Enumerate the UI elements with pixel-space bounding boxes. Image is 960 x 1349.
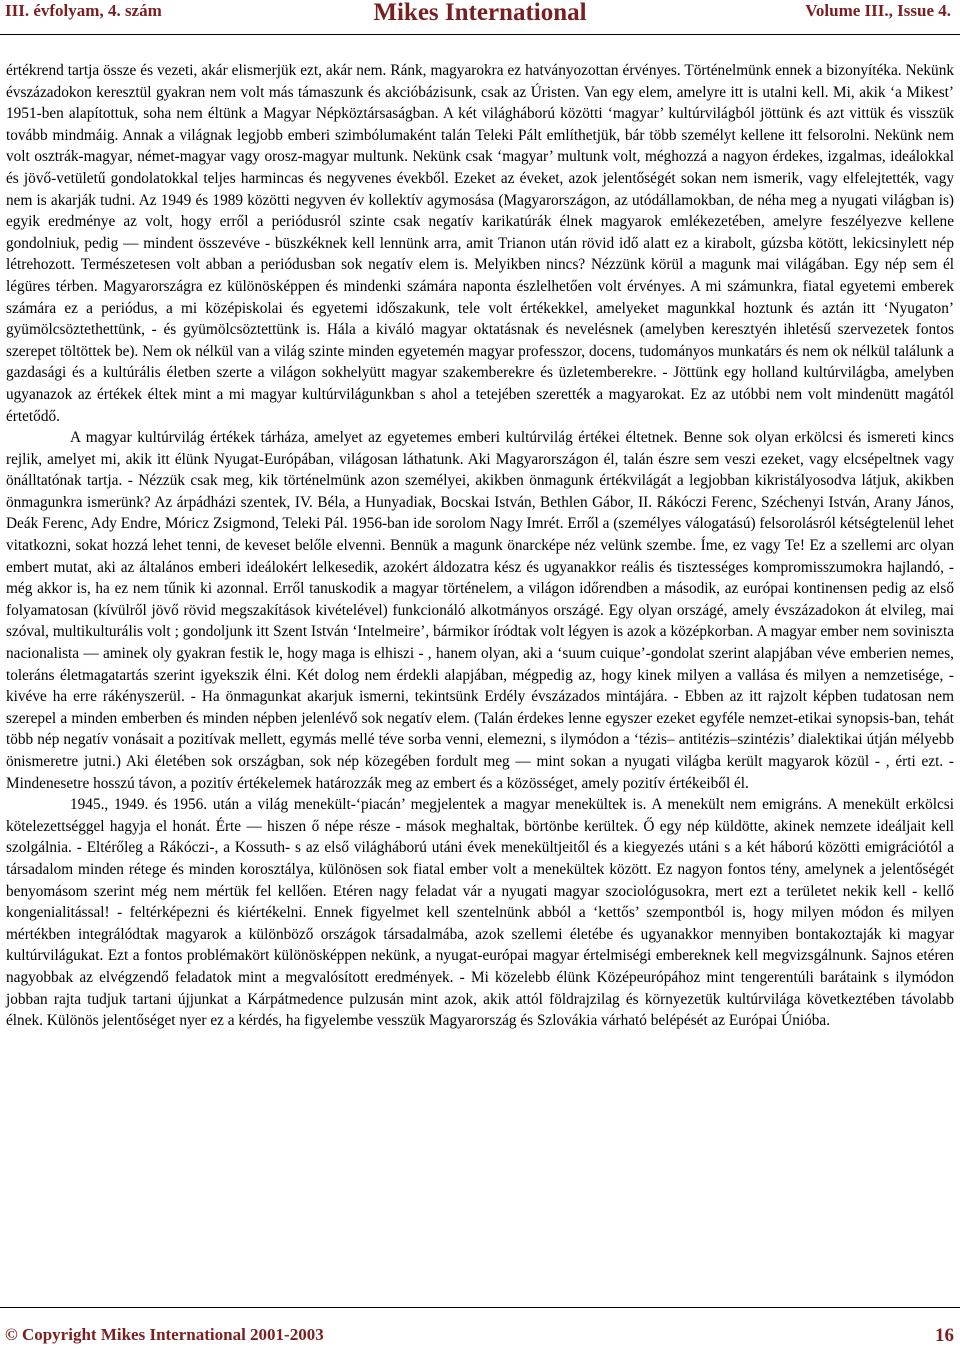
page-number: 16 (935, 1325, 954, 1346)
paragraph: A magyar kultúrvilág értékek tárháza, amelyet az egyetemes emberi kultúrvilág értékei éltetnek. Benne sok olyan erkölcsi és ismereti kincs rejlik, amelyet mi, akik itt élünk Nyugat-Európában, világosan láthatunk. Aki Magyarországon él, talán észre sem veszi ezeket, vagy elcsépeltnek vagy önálltatónak tartja. - Nézzük csak meg, kik történelmünk azon személyei, akikben önmagunk értékvilágát a legjobban kikristályosodva látjuk, akikben önmagunkra ismerünk? Az árpádházi szentek, IV. Béla, a Hunyadiak, Bocskai István, Bethlen Gábor, II. Rákóczi Ferenc, Széchenyi István, Arany János, Deák Ferenc, Ady Endre, Móricz Zsigmond, Teleki Pál. 1956-ban ide sorolom Nagy Imrét. Erről a (személyes válogatású) felsorolásról kétségtelenül lehet vitatkozni, sokat hozzá lehet tenni, de keveset belőle elvenni. Bennük a magunk önarcképe néz velünk szembe. Íme, ez vagy Te! Ez a szellemi arc olyan embert mutat, aki az általános emberi ideálokért lelkesedik, azokért áldozatra kész és ugyanakkor reális és tisztességes kompromisszumokra hajlandó, - még akkor is, ha ez nem tűnik ki azonnal. Erről tanuskodik a magyar történelem, a világon időrendben a második, az európai kontinensen pedig az első folyamatosan (kívülről jövő rövid megszakítások kivételével) funkcionáló alkotmányos országé. Egy olyan országé, amely évszázadokon át elvileg, mai szóval, multikulturális volt ; gondoljunk itt Szent István ‘Intelmeire’, bármikor íródtak volt légyen is azok a középkorban. A magyar ember nem soviniszta nacionalista — aminek oly gyakran festik le, hogy maga is elhiszi - , hanem olyan, aki a ‘suum cuique’-gondolat szerint alapjában véve emberien nemes, toleráns életmagatartás szerint igyekszik élni. Két dolog nem érdekli alapjában, mégpedig az, hogy kinek milyen a vallása és milyen a nemzetisége, - kivéve ha erre rákényszerül. - Ha önmagunkat akarjuk ismerni, tekintsünk Erdély évszázados mintájára. - Ebben az itt rajzolt képben tudatosan nem szerepel a minden emberben és minden népben jelenlévő sok negatív elem. (Talán érdekes lenne egyszer ezeket egyféle nemzet-etikai synopsis-ban, tehát több nép negatív vonásait a pozitívak mellett, egymás mellé téve sorba venni, elemezni, s ilymódon a ‘tézis– antitézis–szintézis’ dialektikai útján mélyebb önismeretre jutni.) Aki életében sok országban, sok nép közegében fordult meg — mint sokan a nyugati világba került magyarok közül - , érti ezt. - Mindenesetre hosszú távon, a pozitív értékelemek határozzák meg az embert és a közösséget, amely pozitív értékeiből él. (6, 429, 954, 792)
article-body (6, 60, 954, 1032)
volume-issue-hu: III. évfolyam, 4. szám (5, 1, 162, 20)
paragraph: 1945., 1949. és 1956. után a világ menekült-‘piacán’ megjelentek a magyar menekültek is. A menekült nem emigráns. A menekült erkölcsi kötelezettséggel hagyja el honát. Érte — hiszen ő népe része - mások meghaltak, börtönbe kerültek. Ő egy nép küldötte, akinek nemzete ideáljait kell szolgálnia. - Eltérőleg a Rákóczi-, a Kossuth- s az első világháború utáni évek menekültjeitől és a kiegyezés utáni s a két háború közötti emigrációtól a társadalom minden rétege és minden korosztálya, különösen sok fiatal ember volt a menekültek között. Ez nagyon fontos tény, amelynek a jelentőségét benyomásom szerint még nem mértük fel kellően. Etéren nagy feladat vár a nyugati magyar szociológusokra, mert ezt a területet nekik kell - kellő kongenialitással! - feltérképezni és kiértékelni. Ennek figyelmet kell szentelnünk abból a ‘kettős’ szempontból is, hogy milyen módon és milyen mértékben integrálódtak magyarok a különböző országok társadalmába, azok szellemi életébe és ugyanakkor mennyiben bontakoztaják ki magyar kultúrvilágukat. Ezt a fontos problémakört különösképpen nekünk, a nyugat-európai magyar értelmiségi embereknek kell megvizsgálnunk. Sajnos etéren nagyobbak az elvégzendő feladatok mint a megvalósított eredmények. - Mi közelebb élünk Középeurópához mint tengerentúli barátaink s ilymódon jobban rajta tudjuk tartani újjunkat a Kárpátmedence pulzusán mint azok, akik attól földrajzilag és környezetük kultúrvilága következtében távolabb élnek. Különös jelentőséget nyer ez a kérdés, ha figyelembe vesszük Magyarország és Szlovákia várható belépését az Európai Únióba. (6, 796, 954, 1030)
volume-issue-en: Volume III., Issue 4. (805, 1, 951, 20)
journal-title: Mikes International (373, 0, 587, 26)
page-header (0, 0, 960, 35)
paragraph: értékrend tartja össze és vezeti, akár elismerjük ezt, akár nem. Ránk, magyarokra ez hatványozottan érvényes. Történelmünk ennek a bizonyítéka. Nekünk évszázadokon keresztül gyakran nem volt más támaszunk és akcióbázisunk, csak az Úristen. Van egy elem, amelyre itt is utalni kell. Mi, akik ‘a Mikest’ 1951-ben alapítottuk, soha nem éltünk a Magyar Népköztársaságban. A két világháború közötti ‘magyar’ kultúrvilágból jöttünk és azt vittük és visszük tovább mindmáig. Annak a világnak legjobb emberi szimbólumaként talán Teleki Pált említhetjük, bár több személyt kellene itt felsorolni. Nekünk nem volt osztrák-magyar, német-magyar vagy orosz-magyar multunk. Nekünk csak ‘magyar’ multunk volt, méghozzá a nagyon érdekes, izgalmas, ideálokkal és jövő-vetületű gondolatokkal teljes harmincas és negyvenes évekből. Ezeket az éveket, azok jelentőségét sokan nem ismerik, vagy elfelejtették, vagy nem is akarják tudni. Az 1949 és 1989 közötti negyven év kollektív agymosása (Magyarországon, az utódállamokban, de néha meg a nyugati világban is) egyik eredménye az volt, hogy erről a periódusról szinte csak negatív karikatúrák élnek magyarok emlékezetében, amelyre feszélyezve kellene gondolniuk, pedig — mindent összevéve - büszkéknek kell lennünk arra, amit Trianon után rövid idő alatt ez a kirabolt, gúzsba kötött, lekicsinylett nép létrehozott. Természetesen volt abban a periódusban sok negatív elem is. Melyikben nincs? Nézzünk körül a magunk mai világában. Egy nép sem él légüres térben. Magyarországra ez különösképpen és mindenki számára naponta észlelhetően volt érvényes. A mi számunkra, fiatal egyetemi emberek számára ez a periódus, a mi középiskolai és egyetemi időszakunk, tele volt értékekkel, amelyeket magunkkal hoztunk és aztán itt ‘Nyugaton’ gyümölcsöztethettünk, - és gyümölcsöztettünk is. Hála a kiváló magyar oktatásnak és nevelésnek (amelyben keresztyén ihletésű szervezetek fontos szerepet töltöttek be). Nem ok nélkül van a világ szinte minden egyetemén magyar professzor, docens, tudományos munkatárs és nem ok nélkül találunk a gazdasági és a kultúrális életben szerte a világon sokhelyütt magyar szakemberekre és üzletemberekre. - Jöttünk egy holland kultúrvilágba, amelyben ugyanazok az értékek éltek mint a mi magyar kultúrvilágunkban s ahol a tetejében szerették a magyarokat. Ez az utóbbi nem volt mindenütt magától értetődő. (6, 62, 954, 425)
copyright-notice: © Copyright Mikes International 2001-2003 (5, 1325, 324, 1344)
footer-divider (0, 1307, 960, 1308)
